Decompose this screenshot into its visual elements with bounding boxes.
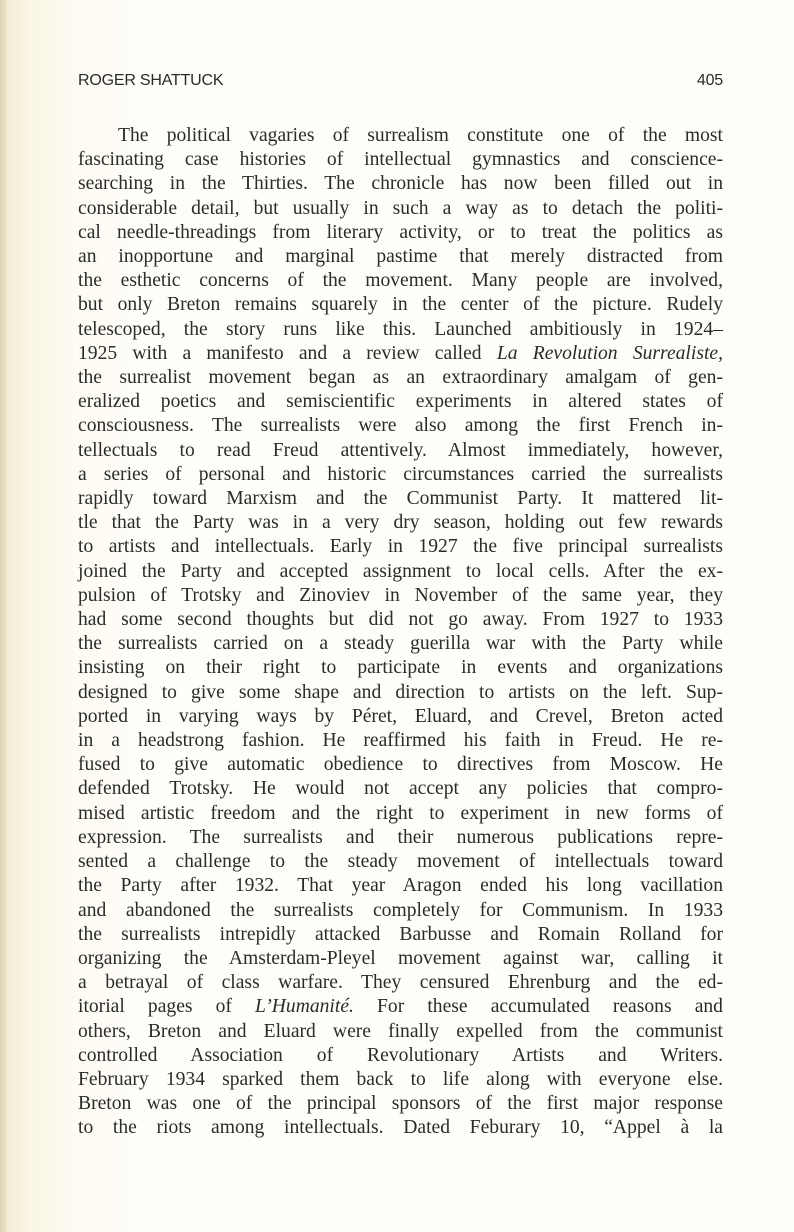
text-line: to artists and intellectuals. Early in 1927 the five principal surrealists xyxy=(78,536,723,558)
text-line: fascinating case histories of intellectual gymnastics and conscience- xyxy=(78,149,723,171)
text-line: defended Trotsky. He would not accept any policies that compro- xyxy=(78,778,723,800)
text-line xyxy=(78,995,723,1019)
text-segment: itorial pages of xyxy=(78,996,256,1018)
text-line: tellectuals to read Freud attentively. Almost immediately, however, xyxy=(78,439,723,461)
text-line: ported in varying ways by Péret, Eluard, and Crevel, Breton acted xyxy=(78,705,723,727)
text-line: the surrealists intrepidly attacked Barbusse and Romain Rolland for xyxy=(78,923,723,945)
text-line: telescoped, the story runs like this. Launched ambitiously in 1924– xyxy=(78,318,723,340)
text-line: the surrealist movement began as an extraordinary amalgam of gen- xyxy=(78,367,723,389)
page-number: 405 xyxy=(696,72,723,89)
journal-title-italic: La Revolution Surrealiste, xyxy=(496,342,723,364)
text-line: designed to give some shape and direction to artists on the left. Sup- xyxy=(78,681,723,703)
running-head: ROGER SHATTUCK xyxy=(78,72,224,89)
newspaper-title-italic: L’Humanité. xyxy=(255,996,354,1018)
text-line: fused to give automatic obedience to directives from Moscow. He xyxy=(78,754,723,776)
text-line: and abandoned the surrealists completely for Communism. In 1933 xyxy=(78,899,723,921)
text-line: tle that the Party was in a very dry season, holding out few rewards xyxy=(78,512,723,534)
text-line: joined the Party and accepted assignment to local cells. After the ex- xyxy=(78,560,723,582)
text-line: in a headstrong fashion. He reaffirmed his faith in Freud. He re- xyxy=(78,730,723,752)
page-gutter-shadow xyxy=(0,0,7,1232)
text-line: a series of personal and historic circumstances carried the surrealists xyxy=(78,463,723,485)
text-line: controlled Association of Revolutionary Artists and Writers. xyxy=(78,1044,723,1066)
text-line: rapidly toward Marxism and the Communist Party. It mattered lit- xyxy=(78,488,723,510)
text-line: Breton was one of the principal sponsors of the first major response xyxy=(78,1093,723,1115)
text-line: eralized poetics and semiscientific experiments in altered states of xyxy=(78,391,723,413)
text-line: but only Breton remains squarely in the center of the picture. Rudely xyxy=(78,294,723,316)
text-line: had some second thoughts but did not go away. From 1927 to 1933 xyxy=(78,609,723,631)
text-line: the surrealists carried on a steady guerilla war with the Party while xyxy=(78,633,723,655)
text-line: organizing the Amsterdam-Pleyel movement against war, calling it xyxy=(78,947,723,969)
body-paragraph xyxy=(78,124,723,1141)
text-line: mised artistic freedom and the right to experiment in new forms of xyxy=(78,802,723,824)
text-line: The political vagaries of surrealism constitute one of the most xyxy=(118,125,723,146)
text-line: considerable detail, but usually in such a way as to detach the politi- xyxy=(78,197,723,219)
text-line: others, Breton and Eluard were finally expelled from the communist xyxy=(78,1020,723,1042)
text-line: searching in the Thirties. The chronicle has now been filled out in xyxy=(78,173,723,195)
text-line: the esthetic concerns of the movement. Many people are involved, xyxy=(78,270,723,292)
text-line: an inopportune and marginal pastime that merely distracted from xyxy=(78,246,723,268)
text-line xyxy=(78,342,723,366)
text-line: a betrayal of class warfare. They censured Ehrenburg and the ed- xyxy=(78,972,723,994)
page-header xyxy=(78,72,723,94)
text-line: consciousness. The surrealists were also among the first French in- xyxy=(78,415,723,437)
text-line: expression. The surrealists and their numerous publications repre- xyxy=(78,826,723,848)
text-line: cal needle-threadings from literary activity, or to treat the politics as xyxy=(78,221,723,243)
text-line: insisting on their right to participate in events and organizations xyxy=(78,657,723,679)
text-line: the Party after 1932. That year Aragon ended his long vacillation xyxy=(78,875,723,897)
text-line: to the riots among intellectuals. Dated Feburary 10, “Appel à la xyxy=(78,1117,723,1139)
text-line: pulsion of Trotsky and Zinoviev in November of the same year, they xyxy=(78,584,723,606)
text-line: February 1934 sparked them back to life along with everyone else. xyxy=(78,1068,723,1090)
text-segment: For these accumulated reasons and xyxy=(353,996,723,1018)
text-line: sented a challenge to the steady movement of intellectuals toward xyxy=(78,851,723,873)
text-segment: 1925 with a manifesto and a review called xyxy=(78,342,497,364)
